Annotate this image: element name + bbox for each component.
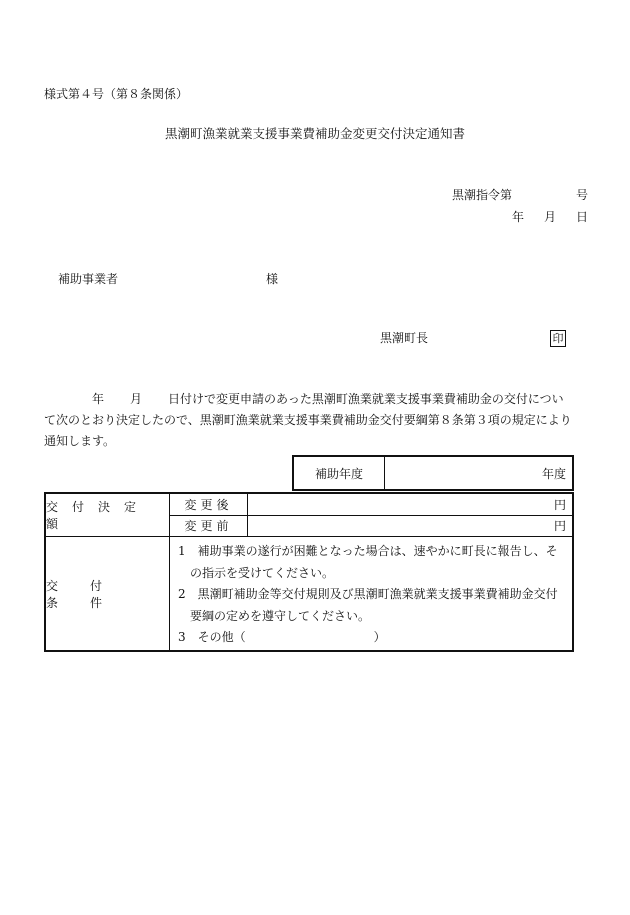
amount-after-row [170,494,572,515]
seal-mark: 印 [550,330,566,347]
body-paragraph [44,389,588,452]
conditions-list [170,537,572,650]
condition-1-line-2: の指示を受けてください。 [190,565,335,580]
body-year: 年 [92,392,105,406]
body-month: 月 [130,392,143,406]
addressee [58,270,278,287]
body-line-1-rest: 日付けで変更申請のあった黒潮町漁業就業支援事業費補助金の交付につい [168,392,564,406]
subsidy-year-unit: 年度 [541,466,566,481]
amount-after-unit: 円 [553,497,566,512]
amount-row [46,494,572,537]
date-year: 年 [511,210,524,224]
amount-before-unit: 円 [553,519,566,534]
form-label: 様式第４号（第８条関係） [44,87,189,101]
number-suffix: 号 [575,188,588,202]
issuer-title: 黒潮町長 [380,331,429,345]
amount-header [46,494,170,536]
addressee-label: 補助事業者 [58,272,119,286]
body-line-2: て次のとおり決定したので、黒潮町漁業就業支援事業費補助金交付要綱第８条第３項の規定により [44,413,572,427]
conditions-label: 交付条件 [46,578,135,610]
condition-1-line-1: 1 補助事業の遂行が困難となった場合は、速やかに町長に報告し、そ [178,544,558,558]
page-title: 黒潮町漁業就業支援事業費補助金変更交付決定通知書 [164,126,465,141]
condition-3-open: 3 その他（ [178,630,246,644]
subsidy-year-box [292,455,574,491]
grant-table [44,492,574,652]
addressee-honorific: 様 [266,272,279,286]
condition-2-line-2: 要綱の定めを遵守してください。 [190,608,371,623]
body-line-3: 通知します。 [44,434,116,448]
condition-3 [178,627,566,649]
conditions-header [46,537,170,650]
document-number [452,186,588,203]
amount-before-row [170,515,572,537]
amount-after-label: 変更後 [184,497,233,512]
condition-3-close: ） [373,630,386,644]
date-month: 月 [543,210,556,224]
issuer [380,329,566,347]
amount-before-label: 変更前 [184,519,233,534]
amount-values [170,494,572,536]
body-line-1 [44,389,588,410]
document-date [512,208,588,225]
condition-2-line-1: 2 黒潮町補助金等交付規則及び黒潮町漁業就業支援事業費補助金交付 [178,587,558,601]
date-day: 日 [575,210,588,224]
number-prefix: 黒潮指令第 [451,188,512,202]
subsidy-year-label: 補助年度 [294,457,385,489]
conditions-row [46,537,572,650]
amount-label: 交付決定額 [46,500,151,531]
